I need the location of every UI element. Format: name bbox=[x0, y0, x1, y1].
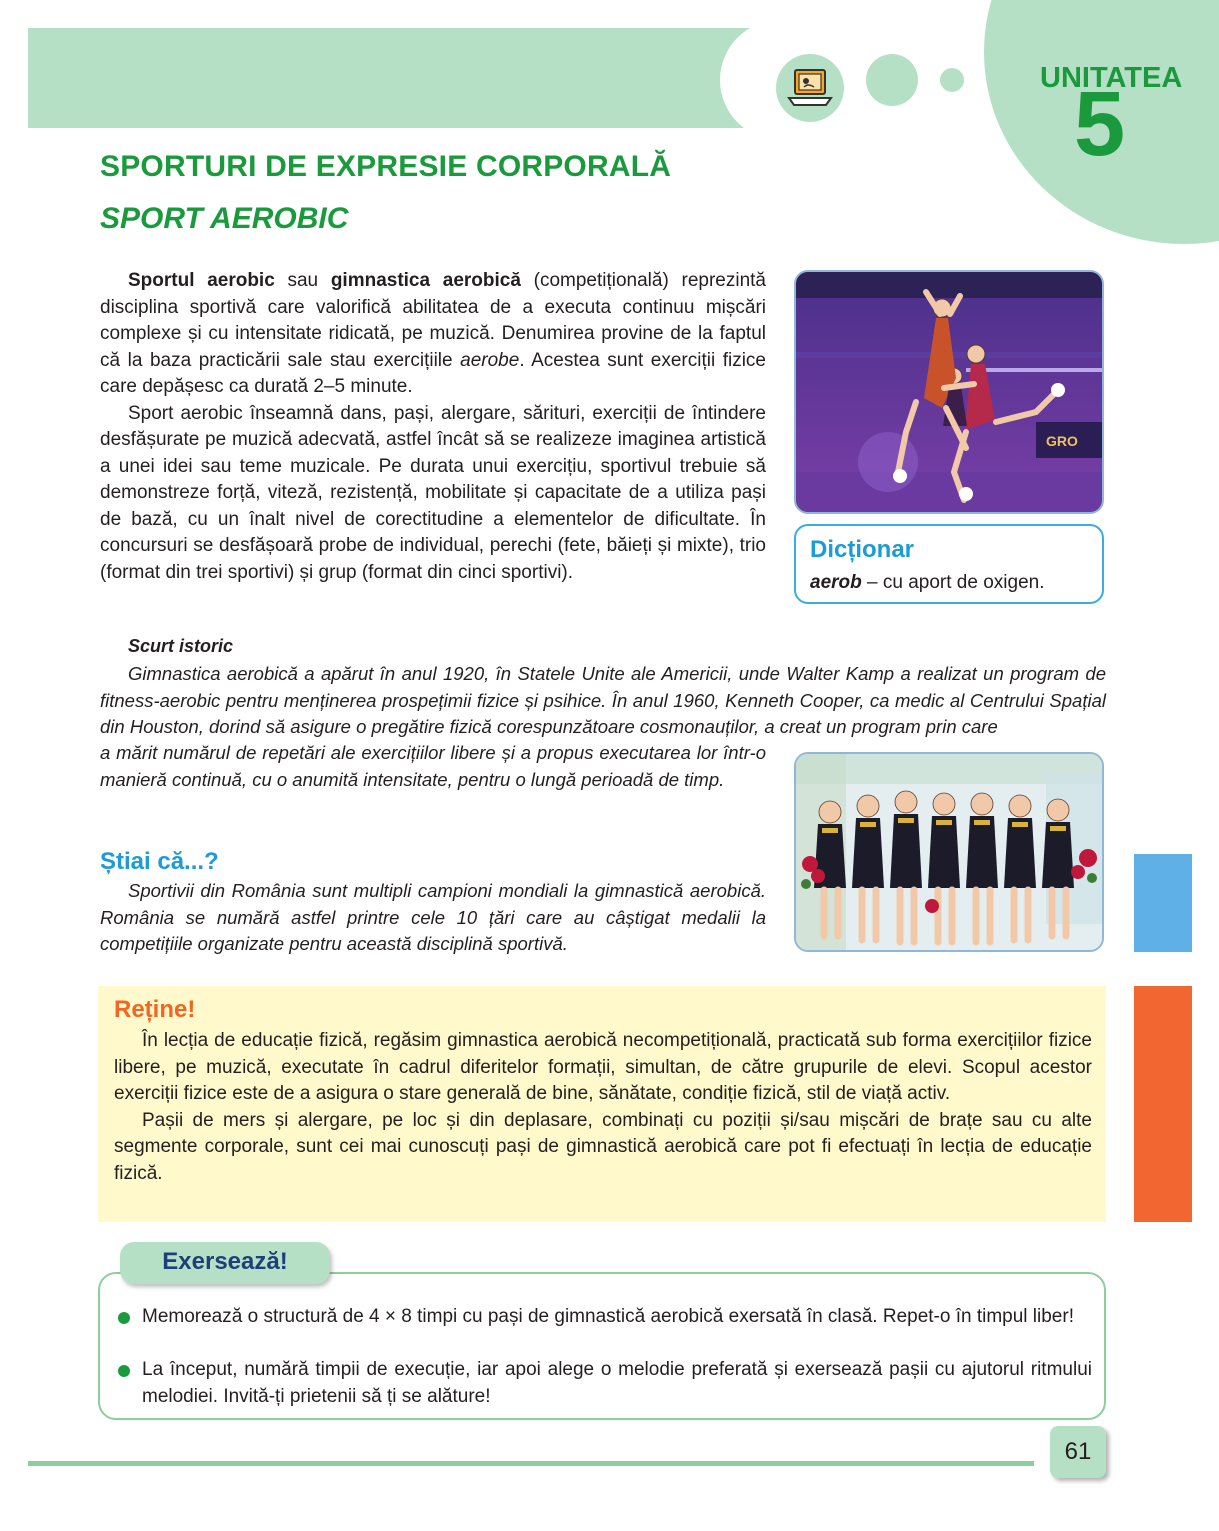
intro-text-span: . Acestea sunt exerciții fizice care depășesc ca durată 2–5 minute. bbox=[100, 349, 767, 397]
dictionary-box bbox=[794, 524, 1104, 604]
page-subtitle: SPORT AEROBIC bbox=[100, 202, 349, 235]
laptop-badge bbox=[776, 54, 844, 122]
page-number: 61 bbox=[1064, 1438, 1092, 1465]
bullet-icon bbox=[118, 1365, 130, 1377]
page-number-badge bbox=[1050, 1426, 1106, 1478]
exercise-box bbox=[98, 1272, 1106, 1420]
dictionary-entry bbox=[810, 572, 1045, 594]
exercise-item: La început, numără timpii de execuție, iar apoi alege o melodie preferată și exersează pașii cu ajutorul ritmului melodiei. Invită-ți prietenii să ți se alăture! bbox=[142, 1359, 1092, 1407]
bullet-icon bbox=[118, 1312, 130, 1324]
exercise-item: Memorează o structură de 4 × 8 timpi cu pași de gimnastică aerobică exersată în clasă. Repet-o în timpul liber! bbox=[142, 1306, 1074, 1327]
remember-paragraph-2: Pașii de mers și alergare, pe loc și din deplasare, combinați cu poziții și/sau mișcări de brațe sau cu alte segmente corporale, sunt cei mai cunoscuți pași de gimnastică aerobică care pot fi efectuați în lecția de educație fizică. bbox=[114, 1109, 1092, 1184]
photo-aerobic-jump-illustration bbox=[796, 272, 1102, 512]
term-sport-aerobic: Sportul aerobic bbox=[128, 270, 275, 291]
history-text-continued: a mărit numărul de repetări ale exercițiilor libere și a propus executarea lor într-o manieră continuă, cu o anumită intensitate, pentru o lungă perioadă de timp. bbox=[100, 742, 766, 790]
remember-title: Reține! bbox=[114, 996, 196, 1023]
dictionary-definition: – cu aport de oxigen. bbox=[861, 572, 1045, 593]
unit-label: UNITATEA bbox=[1040, 62, 1183, 94]
side-tab-blue bbox=[1134, 854, 1192, 952]
footer-line bbox=[28, 1461, 1034, 1466]
photo-aerobic-jump bbox=[794, 270, 1104, 514]
exercise-tab bbox=[120, 1242, 330, 1284]
dictionary-term: aerob bbox=[810, 572, 862, 593]
intro-text bbox=[100, 268, 766, 586]
unit-number: 5 bbox=[1074, 73, 1126, 175]
intro-text-span: (competițională) reprezintă disciplina sportivă care valorifică abilitatea de a executa continuu mișcări complexe și cu intensitate ridicată, pe muzică. Denumirea provine de la faptul că la baza practicării sale stau exercițiile bbox=[100, 270, 766, 371]
intro-paragraph-1 bbox=[100, 268, 766, 401]
intro-text-span: sau bbox=[274, 270, 331, 291]
did-you-know-text: Sportivii din România sunt multipli campioni mondiali la gimnastică aerobică. România se numără astfel printre cele 10 țări care au câștigat medalii la competițiile organizate pentru această disciplină sportivă. bbox=[100, 880, 766, 954]
laptop-icon bbox=[776, 54, 844, 122]
decorative-dot-small bbox=[940, 68, 964, 92]
term-aerobe: aerobe bbox=[460, 349, 520, 371]
history-text-full: Gimnastica aerobică a apărut în anul 1920, în Statele Unite ale Americii, unde Walter Kamp a realizat un program de fitness-aerobic pentru menținerea prospețimii fizice și psihice. În anul 1960, Kenneth Cooper, ca medic al Centrului Spațial din Houston, dorind să asigure o pregătire fizică corespunzătoare cosmonauților, a creat un program prin care bbox=[100, 663, 1106, 737]
photo-banner-text: GRO bbox=[1046, 433, 1078, 449]
dictionary-title: Dicționar bbox=[810, 536, 915, 563]
remember-paragraph-1: În lecția de educație fizică, regăsim gimnastica aerobică necompetițională, practicată sub forma exercițiilor fizice libere, pe muzică, executate în cadrul diferitelor formații, simultan, de către grupurile de elevi. Scopul acestor exerciții fizice este de a asigura o stare generală de bine, sănătate, condiție fizică, stil de viață activ. bbox=[114, 1030, 1092, 1104]
page-title: SPORTURI DE EXPRESIE CORPORALĂ bbox=[100, 150, 672, 183]
exercise-title: Exersează! bbox=[162, 1248, 288, 1275]
photo-team-medals bbox=[794, 752, 1104, 952]
header-band bbox=[28, 28, 788, 128]
did-you-know-title: Știai că...? bbox=[100, 848, 219, 875]
term-gimnastica-aerobica: gimnastica aerobică bbox=[330, 270, 521, 291]
history-title: Scurt istoric bbox=[128, 636, 234, 656]
remember-box bbox=[98, 986, 1106, 1222]
photo-team-medals-illustration bbox=[796, 754, 1102, 950]
remember-text bbox=[114, 1028, 1092, 1187]
decorative-dot-large bbox=[866, 54, 918, 106]
intro-paragraph-2: Sport aerobic înseamnă dans, pași, alergare, sărituri, exerciții de întindere desfășurate pe muzică adecvată, astfel încât să se realizeze imaginea artistică a unei idei sau teme muzicale. Pe durata unui exercițiu, sportivul trebuie să demonstreze forță, viteză, rezistență, mobilitate și capacitate de a utiliza pași de bază, cu un înalt nivel de corectitudine a elementelor de dificultate. În concursuri se desfășoară probe de individual, perechi (fete, băieți și mixte), trio (format din trei sportivi) și grup (format din cinci sportivi). bbox=[100, 402, 766, 583]
side-tab-orange bbox=[1134, 986, 1192, 1222]
